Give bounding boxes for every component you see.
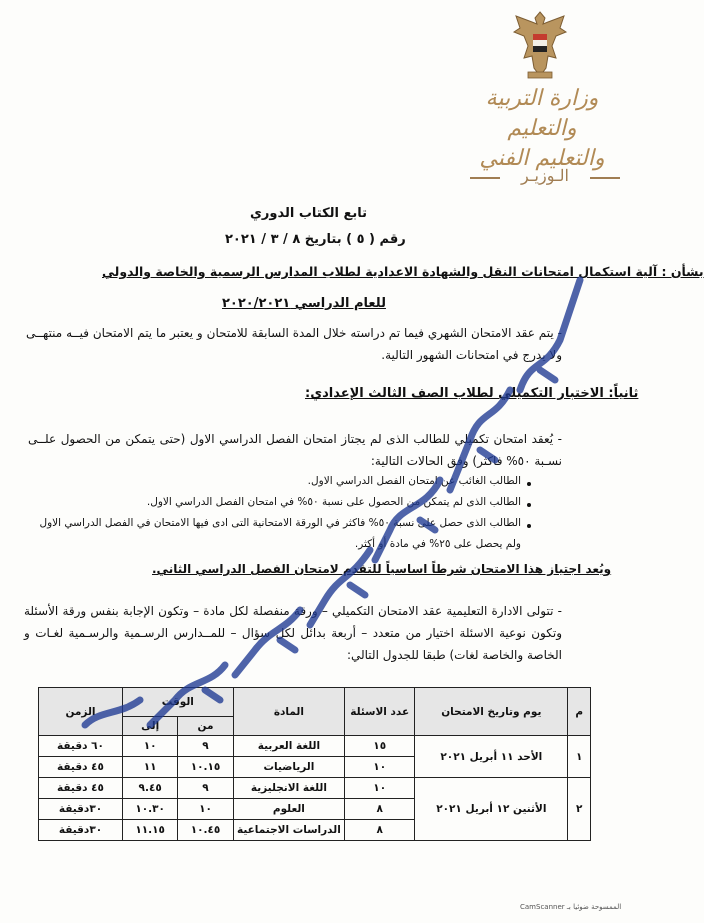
cell-to: ١٠	[122, 736, 177, 757]
section-2-title: ثانياً: الاختبار التكميلي لطلاب الصف الثالث الإعدادي:	[305, 386, 639, 401]
cell-count: ١٠	[345, 778, 415, 799]
col-header-num: م	[568, 688, 591, 736]
cell-subject: اللغة الانجليزية	[233, 778, 344, 799]
cell-duration: ٣٠دقيقة	[39, 799, 123, 820]
cell-to: ١٠.٣٠	[122, 799, 177, 820]
minister-text: الـوزيـر	[521, 166, 569, 185]
academic-year: للعام الدراسي ٢٠٢٠/٢٠٢١	[222, 296, 386, 311]
ministry-line-1: وزارة التربية والتعليم	[485, 86, 599, 141]
table-row	[39, 736, 591, 757]
cell-from: ١٠	[178, 799, 233, 820]
cell-day: الأثنين ١٢ أبريل ٢٠٢١	[415, 778, 568, 841]
col-header-from: من	[178, 717, 233, 736]
cell-duration: ٣٠دقيقة	[39, 820, 123, 841]
minister-label	[470, 166, 620, 188]
bullet-item: الطالب الذى حصل على نسبة ٥٠% فاكثر في الورقة الامتحانية التى ادى فيها الامتحان في الفصل الدراسي الاول	[39, 517, 521, 529]
cell-day: الأحد ١١ أبريل ٢٠٢١	[415, 736, 568, 778]
col-header-day: يوم وتاريخ الامتحان	[415, 688, 568, 736]
letter-subject: بشأن : آلية استكمال امتحانات النقل والشهادة الاعدادية لطلاب المدارس الرسمية والخاصة والدولي	[102, 264, 704, 279]
ministry-line-2: والتعليم الفني	[479, 146, 605, 171]
cell-count: ٨	[345, 799, 415, 820]
cell-from: ١٠.١٥	[178, 757, 233, 778]
cell-count: ٨	[345, 820, 415, 841]
bullet-item: الطالب الغائب عن امتحان الفصل الدراسي الاول.	[307, 475, 521, 487]
bullet-item-continued: ولم يحصل على ٢٥% في مادة أو أكثر.	[354, 538, 521, 550]
cell-count: ١٥	[345, 736, 415, 757]
cell-num: ٢	[568, 778, 591, 841]
cell-num: ١	[568, 736, 591, 778]
scanner-footer: الممسوحة ضوئيا بـ CamScanner	[520, 903, 622, 911]
cell-duration: ٦٠ دقيقة	[39, 736, 123, 757]
col-header-time: الوقت	[122, 688, 233, 717]
cell-to: ١١	[122, 757, 177, 778]
letter-number: رقم ( ٥ ) بتاريخ ٨ / ٣ / ٢٠٢١	[225, 232, 406, 247]
condition-note: ويُعد اجتياز هذا الامتحان شرطاً اساسياً للتقدم لامتحان الفصل الدراسي الثاني.	[152, 562, 612, 576]
bullet-item: الطالب الذى لم يتمكن من الحصول على نسبة ٥٠% في امتحان الفصل الدراسي الاول.	[146, 496, 521, 508]
bullet-dot	[527, 503, 531, 507]
cell-duration: ٤٥ دقيقة	[39, 778, 123, 799]
col-header-subject: المادة	[233, 688, 344, 736]
col-header-count: عدد الاسئلة	[345, 688, 415, 736]
bullet-dot	[527, 482, 531, 486]
exam-schedule-table	[38, 687, 591, 841]
cell-subject: الرياضيات	[233, 757, 344, 778]
bullet-dot	[527, 524, 531, 528]
egypt-eagle-emblem-icon	[512, 6, 568, 82]
paragraph-monthly-exam: - يتم عقد الامتحان الشهري فيما تم دراسته خلال المدة السابقة للامتحان و يعتبر ما يتم الامتحان فيــه منتهــى ولا يدرج في امتحانات الشهور التالية.	[26, 326, 562, 362]
cell-subject: العلوم	[233, 799, 344, 820]
cell-from: ٩	[178, 778, 233, 799]
col-header-to: إلى	[122, 717, 177, 736]
paragraph-supplementary-exam: - يُعقد امتحان تكميلي للطالب الذى لم يجتاز امتحان الفصل الدراسي الاول (حتى يتمكن من الحصول علــى نسـبة ٥٠% فاكثر) وفق الحالات التالية:	[28, 432, 562, 468]
paragraph-administration: - تتولى الادارة التعليمية عقد الامتحان التكميلي – ورقة منفصلة لكل مادة – وتكون الإجابة بنفس ورقة الأسئلة وتكون نوعية الاسئلة اختيار من متعدد – أربعة بدائل لكل سؤال – للمــدارس الرسـمية والرسـمية لغـات و الخاصة والخاصة لغات) طبقا للجدول التالي:	[24, 604, 562, 662]
ministry-name	[452, 84, 632, 174]
letter-title: تابع الكتاب الدوري	[250, 206, 368, 221]
cell-subject: الدراسات الاجتماعية	[233, 820, 344, 841]
cell-from: ١٠.٤٥	[178, 820, 233, 841]
col-header-duration: الزمن	[39, 688, 123, 736]
cell-count: ١٠	[345, 757, 415, 778]
cell-to: ١١.١٥	[122, 820, 177, 841]
cell-to: ٩.٤٥	[122, 778, 177, 799]
table-row	[39, 778, 591, 799]
cell-subject: اللغة العربية	[233, 736, 344, 757]
cell-from: ٩	[178, 736, 233, 757]
cell-duration: ٤٥ دقيقة	[39, 757, 123, 778]
